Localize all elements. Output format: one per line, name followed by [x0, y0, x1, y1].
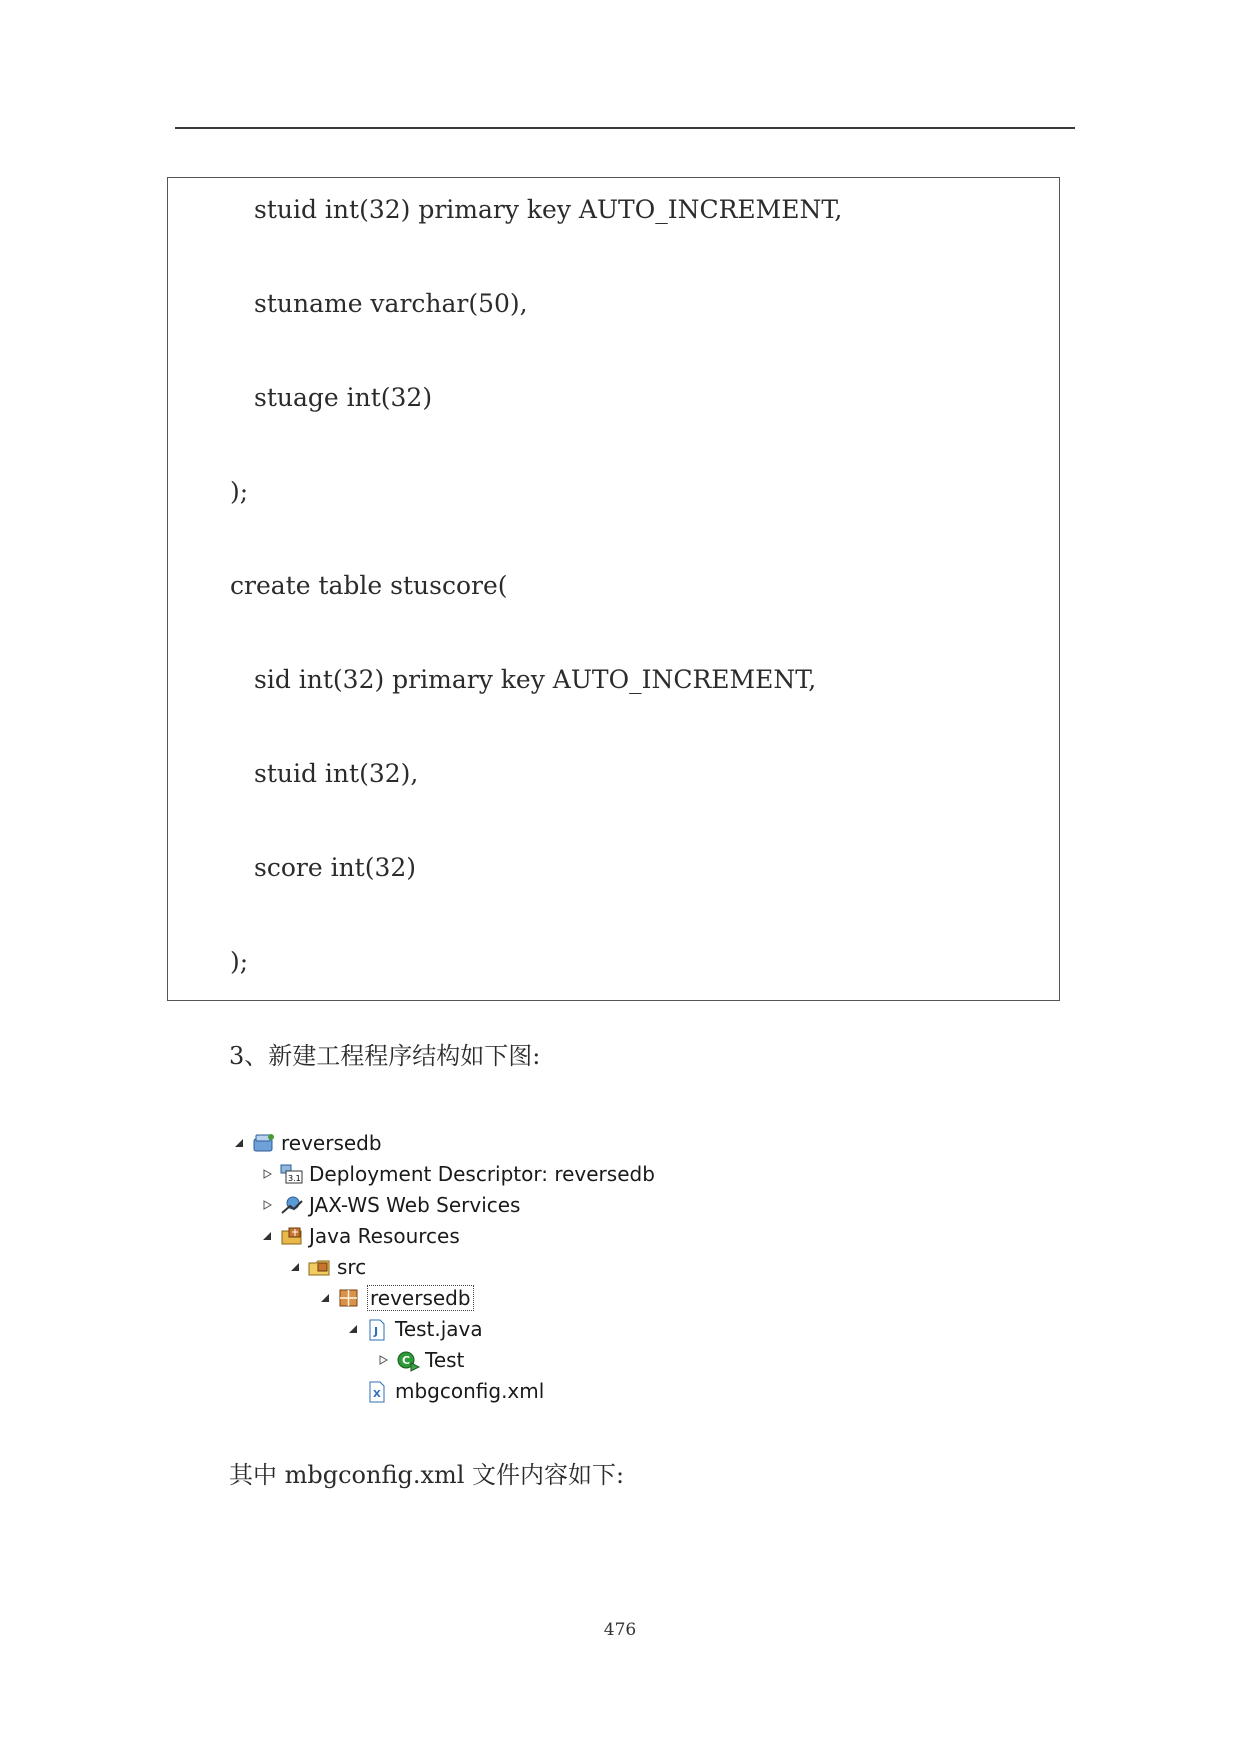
tree-label: mbgconfig.xml [395, 1379, 545, 1403]
svg-text:J: J [374, 1325, 379, 1338]
tree-node-java-resources[interactable] [260, 1223, 460, 1249]
java-file-icon [366, 1319, 388, 1339]
header-rule [175, 127, 1075, 129]
expanded-triangle-icon[interactable] [288, 1260, 302, 1274]
svg-text:X: X [373, 1389, 381, 1400]
tree-label: Deployment Descriptor: reversedb [309, 1162, 655, 1186]
step-heading: 3、新建工程程序结构如下图: [229, 1042, 541, 1070]
tree-node-class[interactable] [376, 1347, 464, 1373]
tree-node-deployment-descriptor[interactable] [260, 1161, 655, 1187]
code-line: create table stuscore( [230, 571, 508, 600]
expanded-triangle-icon[interactable] [346, 1322, 360, 1336]
tree-node-src[interactable] [288, 1254, 366, 1280]
expanded-triangle-icon[interactable] [232, 1136, 246, 1150]
code-line: stuid int(32) primary key AUTO_INCREMENT, [254, 195, 843, 224]
tree-label: Test.java [395, 1317, 483, 1341]
tree-label: src [337, 1255, 367, 1279]
code-line: sid int(32) primary key AUTO_INCREMENT, [254, 665, 817, 694]
code-line: ); [230, 477, 249, 506]
tree-label: Java Resources [309, 1224, 460, 1248]
expanded-triangle-icon[interactable] [260, 1229, 274, 1243]
source-folder-icon [308, 1257, 330, 1277]
collapsed-triangle-icon[interactable] [376, 1353, 390, 1367]
svg-text:3.1: 3.1 [288, 1174, 301, 1183]
page-number: 476 [603, 1620, 637, 1640]
tree-label: reversedb [367, 1285, 474, 1311]
tree-label: reversedb [281, 1131, 382, 1155]
project-icon [252, 1133, 274, 1153]
tree-node-jaxws[interactable] [260, 1192, 520, 1218]
deployment-descriptor-icon [280, 1164, 302, 1184]
tree-node-xml-file[interactable] [346, 1378, 544, 1404]
package-icon [338, 1288, 360, 1308]
code-line: ); [230, 947, 249, 976]
tree-label: Test [425, 1348, 465, 1372]
sql-code-box [167, 177, 1060, 1001]
file-note: 其中 mbgconfig.xml 文件内容如下: [229, 1461, 625, 1489]
class-icon [396, 1350, 418, 1370]
code-line: stuid int(32), [254, 759, 419, 788]
xml-file-icon [366, 1381, 388, 1401]
code-line: score int(32) [254, 853, 417, 882]
collapsed-triangle-icon[interactable] [260, 1167, 274, 1181]
code-line: stuname varchar(50), [254, 289, 528, 318]
code-line: stuage int(32) [254, 383, 433, 412]
tree-node-project[interactable] [232, 1130, 382, 1156]
tree-node-package[interactable] [318, 1285, 474, 1311]
java-resources-icon [280, 1226, 302, 1246]
tree-label: JAX-WS Web Services [309, 1193, 521, 1217]
web-services-icon [280, 1195, 302, 1215]
expanded-triangle-icon[interactable] [318, 1291, 332, 1305]
project-explorer-tree [228, 1125, 668, 1415]
tree-node-java-file[interactable] [346, 1316, 483, 1342]
svg-text:C: C [402, 1354, 411, 1367]
collapsed-triangle-icon[interactable] [260, 1198, 274, 1212]
